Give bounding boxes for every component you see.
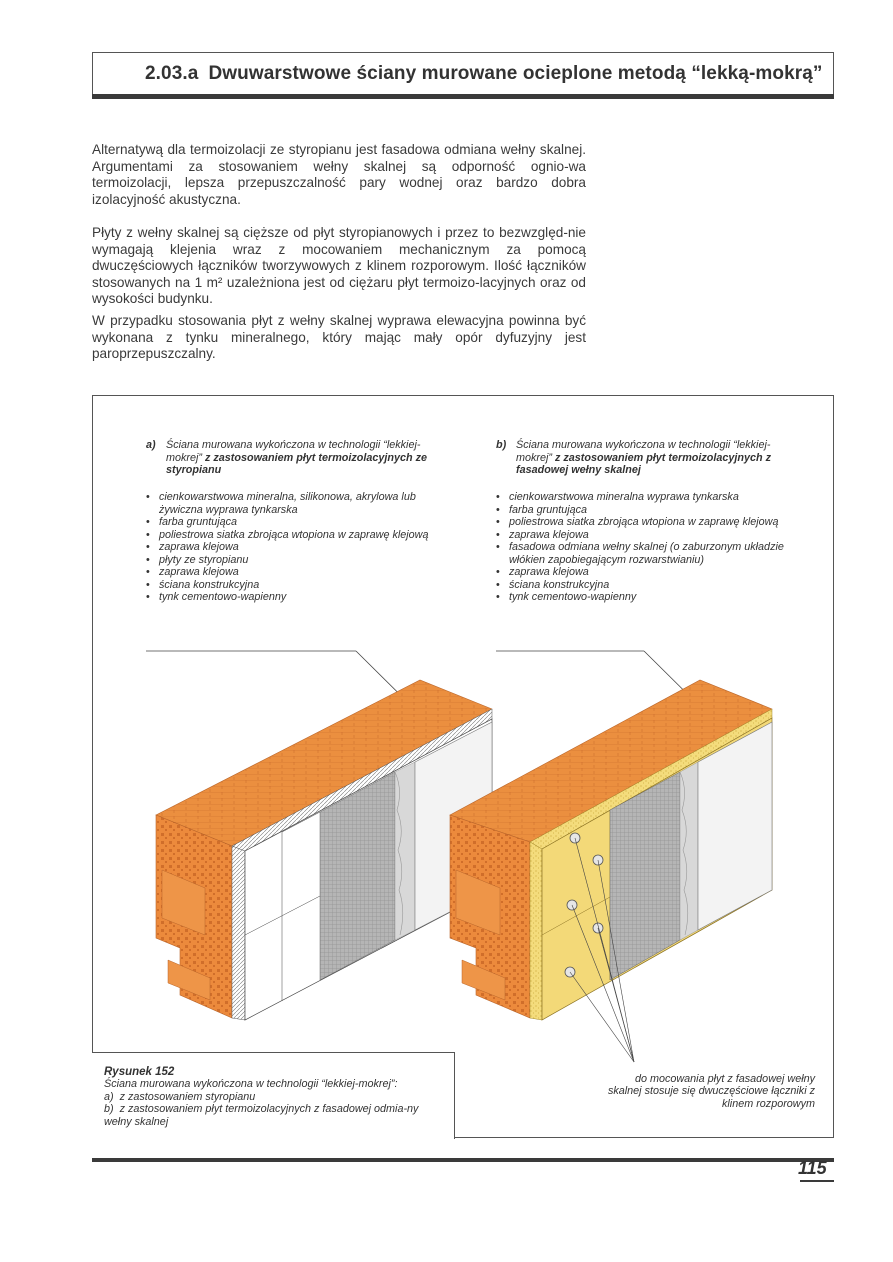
footer-rule bbox=[92, 1158, 834, 1162]
variant-a-layer: • tynk cementowo-wapienny bbox=[146, 591, 436, 604]
variant-a-heading-plain: Ściana murowana wykończona w technologii “lekkiej-mokrej” bbox=[166, 439, 421, 464]
figure-caption-text: Ściana murowana wykończona w technologii “lekkiej-mokrej”: bbox=[104, 1078, 398, 1091]
variant-a-layer: • ściana konstrukcyjna bbox=[146, 579, 436, 592]
variant-a-layer: • zaprawa klejowa bbox=[146, 541, 436, 554]
variant-a-letter: a) bbox=[146, 439, 156, 451]
caption-item-letter: b) bbox=[104, 1103, 114, 1116]
section-title: Dwuwarstwowe ściany murowane ocieplone metodą “lekką-mokrą” bbox=[208, 63, 823, 84]
wall-b bbox=[450, 680, 772, 1020]
wall-a bbox=[156, 680, 492, 1020]
variant-b-heading-bold: z zastosowaniem płyt termoizolacyjnych z fasadowej wełny skalnej bbox=[516, 451, 771, 476]
variant-b-layer: • tynk cementowo-wapienny bbox=[496, 591, 796, 604]
variant-b-layer: • ściana konstrukcyjna bbox=[496, 579, 796, 592]
paragraph-1: Alternatywą dla termoizolacji ze styropianu jest fasadowa odmiana wełny skalnej. Argumentami za stosowaniem wełny skalnej są odporność ognio-wa termoizolacji, lepsza przepuszczalność pary wodnej oraz bardzo dobra izolacyjność akustyczna. bbox=[92, 142, 586, 207]
page-number: 115 bbox=[798, 1158, 827, 1178]
caption-item-text: z zastosowaniem styropianu bbox=[119, 1090, 256, 1103]
variant-b-letter: b) bbox=[496, 439, 507, 451]
section-number: 2.03.a bbox=[145, 63, 199, 84]
variant-a-heading-bold: z zastosowaniem płyt termoizolacyjnych ze styropianu bbox=[166, 451, 428, 476]
variant-b-layer: • farba gruntująca bbox=[496, 504, 796, 517]
variant-a-layer: • poliestrowa siatka zbrojąca wtopiona w zaprawę klejową bbox=[146, 529, 436, 542]
figure-label: Rysunek 152 bbox=[104, 1066, 175, 1078]
paragraph-3: W przypadku stosowania płyt z wełny skalnej wyprawa elewacyjna powinna być wykonana z tynku mineralnego, który mając mały opór dyfuzyjny jest paroprzepuszczalny. bbox=[92, 313, 586, 361]
figure-caption bbox=[104, 1066, 449, 1128]
figure-caption-item-a bbox=[104, 1091, 449, 1103]
variant-a-layer: • cienkowarstwowa mineralna, silikonowa, akrylowa lub żywiczna wyprawa tynkarska bbox=[146, 491, 436, 516]
caption-item-text: z zastosowaniem płyt termoizolacyjnych z fasadowej odmia-ny wełny skalnej bbox=[104, 1103, 419, 1128]
variant-b-layer: • cienkowarstwowa mineralna wyprawa tynkarska bbox=[496, 491, 796, 504]
paragraph-2: Płyty z wełny skalnej są cięższe od płyt styropianowych i przez to bezwzględ-nie wymagają klejenia wraz z mocowaniem mechanicznym za pomocą dwuczęściowych łączników tworzywowych z klinem rozporowym. Ilość łączników stosowanych na 1 m² uzależniona jest od ciężaru płyt termoizo-lacyjnych oraz od wysokości budynku. bbox=[92, 225, 586, 306]
variant-b-heading-plain: Ściana murowana wykończona w technologii “lekkiej-mokrej” bbox=[516, 439, 771, 464]
page-number-underline bbox=[800, 1180, 834, 1182]
variant-a-layer: • zaprawa klejowa bbox=[146, 566, 436, 579]
variant-b-layer: • poliestrowa siatka zbrojąca wtopiona w zaprawę klejową bbox=[496, 516, 796, 529]
variant-a-layer: • farba gruntująca bbox=[146, 516, 436, 529]
variant-a-layer: • płyty ze styropianu bbox=[146, 554, 436, 567]
variant-b-layer: • zaprawa klejowa bbox=[496, 566, 796, 579]
variant-b-layer: • fasadowa odmiana wełny skalnej (o zaburzonym układzie włókien zapobiegającym rozwarstwianiu) bbox=[496, 541, 796, 566]
variant-b-layer: • zaprawa klejowa bbox=[496, 529, 796, 542]
caption-item-letter: a) bbox=[104, 1090, 114, 1103]
figure-caption-item-b bbox=[104, 1103, 449, 1128]
anchor-note: do mocowania płyt z fasadowej wełny skalnej stosuje się dwuczęściowe łączniki z klinem rozporowym bbox=[607, 1073, 815, 1110]
